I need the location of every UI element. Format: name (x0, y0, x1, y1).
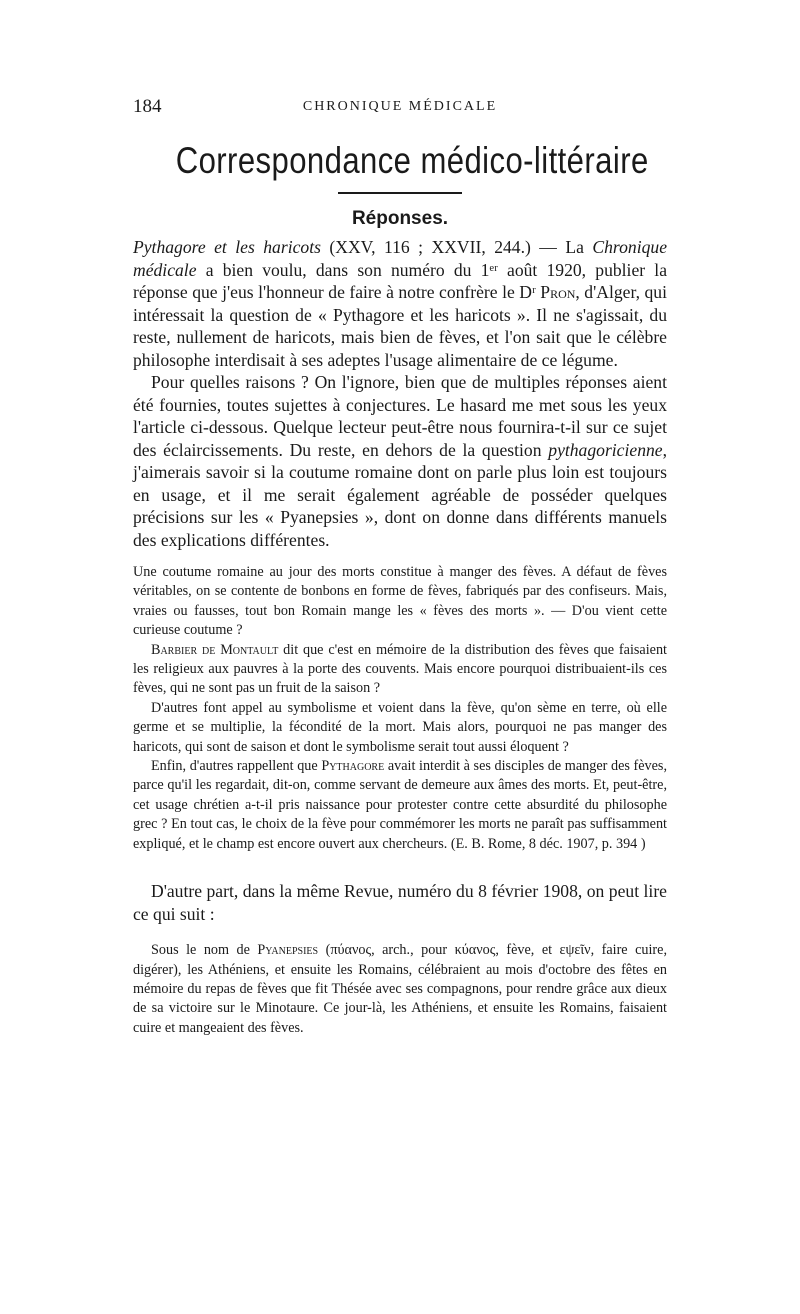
quoted-article-2 (133, 941, 667, 1038)
journal-title: CHRONIQUE MÉDICALE (302, 99, 498, 114)
paragraph-text: dit que c'est en mémoire de la distribution des fèves que faisaient les religieux aux pauvres à la porte des couvents. Mais encore pourquoi distribuaient-ils ces fèves, qui ne sont pas un fruit de la saison ? (133, 641, 667, 697)
quote-paragraph (133, 757, 667, 854)
quoted-article-1 (133, 563, 667, 854)
quote-paragraph: Une coutume romaine au jour des morts constitue à manger des fèves. A défaut de fèves véritables, on se contente de bonbons en forme de fèves, fabriqués par des confiseurs. Mais, vraies ou fausses, tout bon Romain mange les « fèves des morts ». — D'ou vient cette curieuse coutume ? (133, 564, 667, 639)
person-name: Pythagore (321, 758, 385, 775)
paragraph-text: Sous le nom de (151, 942, 258, 959)
quote-paragraph (133, 941, 667, 1038)
page-number: 184 (133, 96, 162, 117)
paragraph-text: avait interdit à ses disciples de manger des fèves, parce qu'il les regardait, dit-on, comme servant de demeure aux âmes des morts. Et, peut-être, cet usage chrétien a-t-il pris naissance pour protester contre cette absurdité du philosophe grec ? En tout cas, le choix de la fève pour commémorer les morts ne paraît pas suffisamment expliqué, et le champ est encore ouvert aux chercheurs. (E. B. Rome, 8 déc. 1907, p. 394 ) (133, 758, 667, 852)
paragraph-text: Pour quelles raisons ? On l'ignore, bien que de multiples réponses aient été fournies, toutes sujettes à conjectures. Le hasard me met sous les yeux l'article ci-dessous. Quelque lecteur peut-être nous fournira-t-il sur ce sujet des éclaircissements. Du reste, en dehors de la question (133, 372, 667, 460)
italic-term: pythagoricienne (548, 439, 663, 460)
reference-title: Pythagore et les haricots (133, 237, 321, 257)
reference-citation: (XXV, 116 ; XXVII, 244.) — La (320, 237, 593, 257)
paragraph-text: (πύανος, arch., pour κύανος, fève, et εψεῖν, faire cuire, digérer), les Athéniens, et ensuite les Romains, célébraient au mois d'octobre des fêtes en mémoire du repas de fèves que fit Thésée avec ses compagnons, pour rendre grâce aux dieux de sa victoire sur le Minotaure. Ce jour-là, les Athéniens, et ensuite les Romains, faisaient cuire et mangeaient des fèves. (133, 942, 667, 1036)
person-name: Barbier de Montault (151, 641, 279, 658)
answer-paragraph-1 (133, 236, 667, 371)
paragraph-text: a bien voulu, dans son numéro du 1ᵉʳ août 1920, publier la réponse que j'eus l'honneur de faire à notre confrère le Dʳ (133, 259, 667, 302)
paragraph-text: , j'aimerais savoir si la coutume romaine dont on parle plus loin est toujours en usage, et il me serait également agréable de posséder quelques précisions sur les « Pyanepsies », dont on donne dans différents manuels des explications différentes. (133, 439, 667, 550)
term-name: Pyanepsies (257, 942, 319, 959)
section-title: Correspondance médico-littéraire (175, 140, 649, 181)
answer-paragraph-2 (133, 371, 667, 551)
page (133, 96, 667, 1038)
title-rule (338, 192, 462, 194)
quote-paragraph: D'autres font appel au symbolisme et voient dans la fève, qu'on sème en terre, où elle germe et se multiplie, la fécondité de la mort. Mais alors, pourquoi ne pas manger des haricots, qui sont de saison et dont le symbolisme serait tout aussi éloquent ? (133, 699, 667, 755)
running-head (133, 96, 667, 120)
transition-paragraph: D'autre part, dans la même Revue, numéro du 8 février 1908, on peut lire ce qui suit : (133, 881, 667, 924)
journal-reference: Chronique médicale (133, 237, 668, 280)
paragraph-text: Enfin, d'autres rappellent que (151, 758, 322, 775)
person-name: Pron (540, 282, 576, 302)
subheading: Réponses. (351, 208, 449, 229)
paragraph-text: , d'Alger, qui intéressait la question de « Pythagore et les haricots ». Il ne s'agissait, du reste, nullement de haricots, mais bien de fèves, et l'on sait que le célèbre philosophe interdisait à ses adeptes l'usage alimentaire de ce légume. (133, 282, 667, 370)
quote-paragraph (133, 641, 667, 699)
